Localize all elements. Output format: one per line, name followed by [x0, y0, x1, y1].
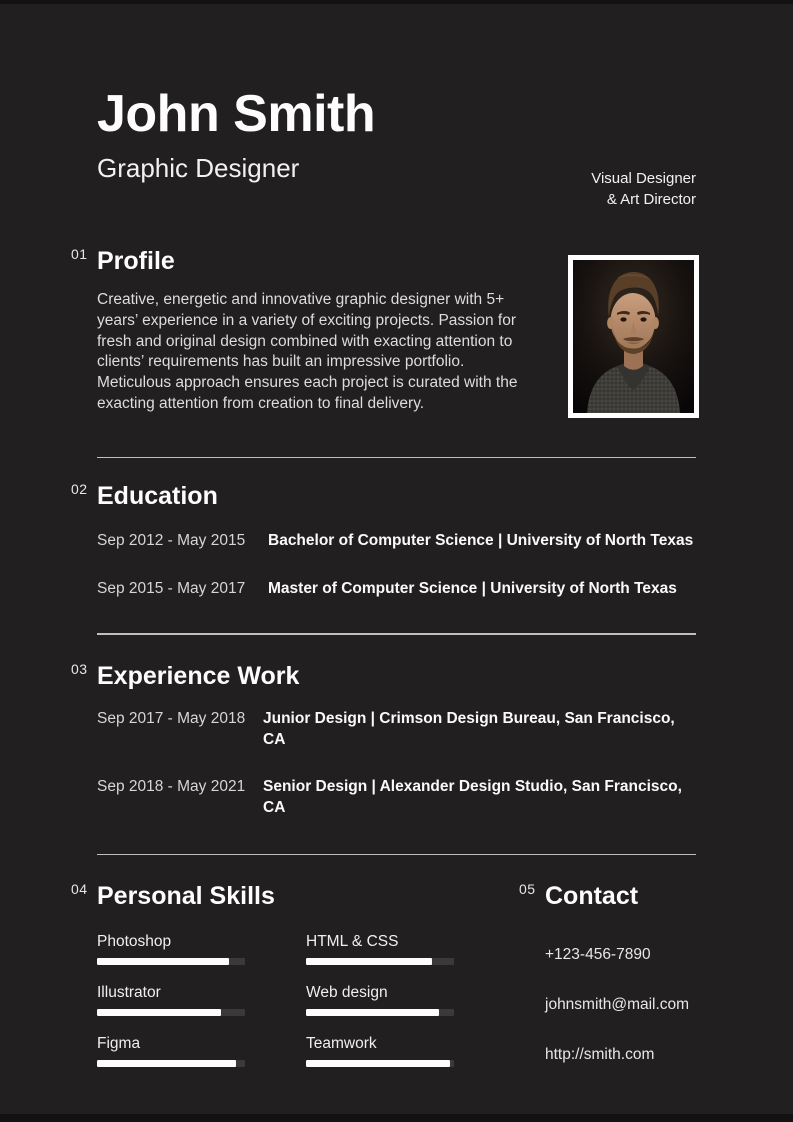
- profile-section-number: 01: [71, 246, 88, 262]
- contact-items: [545, 944, 696, 1065]
- contact-website: http://smith.com: [545, 1046, 655, 1064]
- skill-bar-fill: [306, 1060, 450, 1067]
- person-job-title: Graphic Designer: [97, 153, 300, 183]
- experience-rows: [97, 708, 696, 818]
- contact-phone: +123-456-7890: [545, 946, 651, 964]
- experience-dates: Sep 2017 - May 2018: [97, 709, 246, 727]
- experience-heading: [71, 660, 696, 691]
- skill-label: Web design: [306, 984, 388, 1002]
- skill-bar-track: [97, 1009, 245, 1016]
- education-row: [97, 578, 696, 599]
- experience-row: [97, 708, 696, 750]
- section-experience: [71, 660, 696, 818]
- education-section-number: 02: [71, 481, 88, 498]
- education-dates: Sep 2015 - May 2017: [97, 580, 246, 598]
- experience-title: Experience Work: [97, 661, 300, 690]
- skill-label: Figma: [97, 1035, 141, 1053]
- portrait-photo: [568, 255, 699, 418]
- tagline-line-2: & Art Director: [606, 191, 696, 208]
- education-heading: [71, 481, 696, 511]
- contact-section-number: 05: [519, 881, 536, 898]
- experience-row: [97, 776, 696, 818]
- skill-bar-track: [97, 958, 245, 965]
- experience-description: Senior Design | Alexander Design Studio, San Francisco, CA: [263, 777, 682, 816]
- divider: [97, 633, 696, 635]
- skill-item: [306, 931, 454, 965]
- skill-item: [306, 982, 454, 1016]
- skills-column-left: [97, 931, 245, 1084]
- tagline: [591, 168, 696, 210]
- education-title: Education: [97, 482, 218, 511]
- experience-section-number: 03: [71, 660, 88, 677]
- skill-label: Photoshop: [97, 933, 172, 951]
- skill-bar-fill: [306, 1009, 439, 1016]
- skill-bar-track: [97, 1060, 245, 1067]
- skill-bar-fill: [97, 958, 229, 965]
- education-description: Master of Computer Science | University of North Texas: [268, 580, 677, 598]
- skills-column-right: [306, 931, 454, 1084]
- section-contact: [519, 881, 696, 1094]
- skill-label: Illustrator: [97, 984, 161, 1002]
- contact-heading: [519, 881, 696, 911]
- skill-bar-fill: [306, 958, 432, 965]
- section-skills: [71, 881, 545, 1094]
- skill-bar-track: [306, 1060, 454, 1067]
- contact-email: johnsmith@mail.com: [545, 996, 690, 1014]
- section-education: [71, 481, 696, 599]
- tagline-line-1: Visual Designer: [591, 170, 696, 187]
- education-description: Bachelor of Computer Science | University of North Texas: [268, 532, 694, 550]
- education-rows: [97, 530, 696, 599]
- skill-item: [97, 1033, 245, 1067]
- divider: [97, 457, 696, 459]
- experience-dates: Sep 2018 - May 2021: [97, 777, 246, 795]
- bottom-area: [71, 881, 696, 1094]
- skill-label: HTML & CSS: [306, 933, 399, 951]
- education-dates: Sep 2012 - May 2015: [97, 532, 246, 550]
- person-name: John Smith: [97, 85, 376, 143]
- skills-section-number: 04: [71, 881, 88, 898]
- skills-title: Personal Skills: [97, 882, 275, 911]
- page-edge-bottom: [0, 1114, 793, 1122]
- skill-bar-track: [306, 1009, 454, 1016]
- skills-columns: [97, 931, 545, 1084]
- skill-bar-track: [306, 958, 454, 965]
- portrait-illustration: [573, 260, 694, 413]
- skill-bar-fill: [97, 1060, 236, 1067]
- skills-heading: [71, 881, 545, 911]
- profile-heading: [71, 246, 696, 276]
- skill-item: [97, 982, 245, 1016]
- skill-bar-fill: [97, 1009, 221, 1016]
- skill-item: [306, 1033, 454, 1067]
- education-row: [97, 530, 696, 551]
- profile-title: Profile: [97, 247, 175, 275]
- contact-title: Contact: [545, 882, 639, 911]
- skill-label: Teamwork: [306, 1035, 377, 1053]
- divider: [97, 854, 696, 856]
- skill-item: [97, 931, 245, 965]
- profile-text: Creative, energetic and innovative graphic designer with 5+ years’ experience in a variety of exciting projects. Passion for fresh and original design combined with exacting attention to clients’ requirements has built an impressive portfolio. Meticulous approach ensures each project is curated with the exacting attention from creation to final delivery.: [97, 291, 518, 412]
- experience-description: Junior Design | Crimson Design Bureau, San Francisco, CA: [263, 709, 675, 748]
